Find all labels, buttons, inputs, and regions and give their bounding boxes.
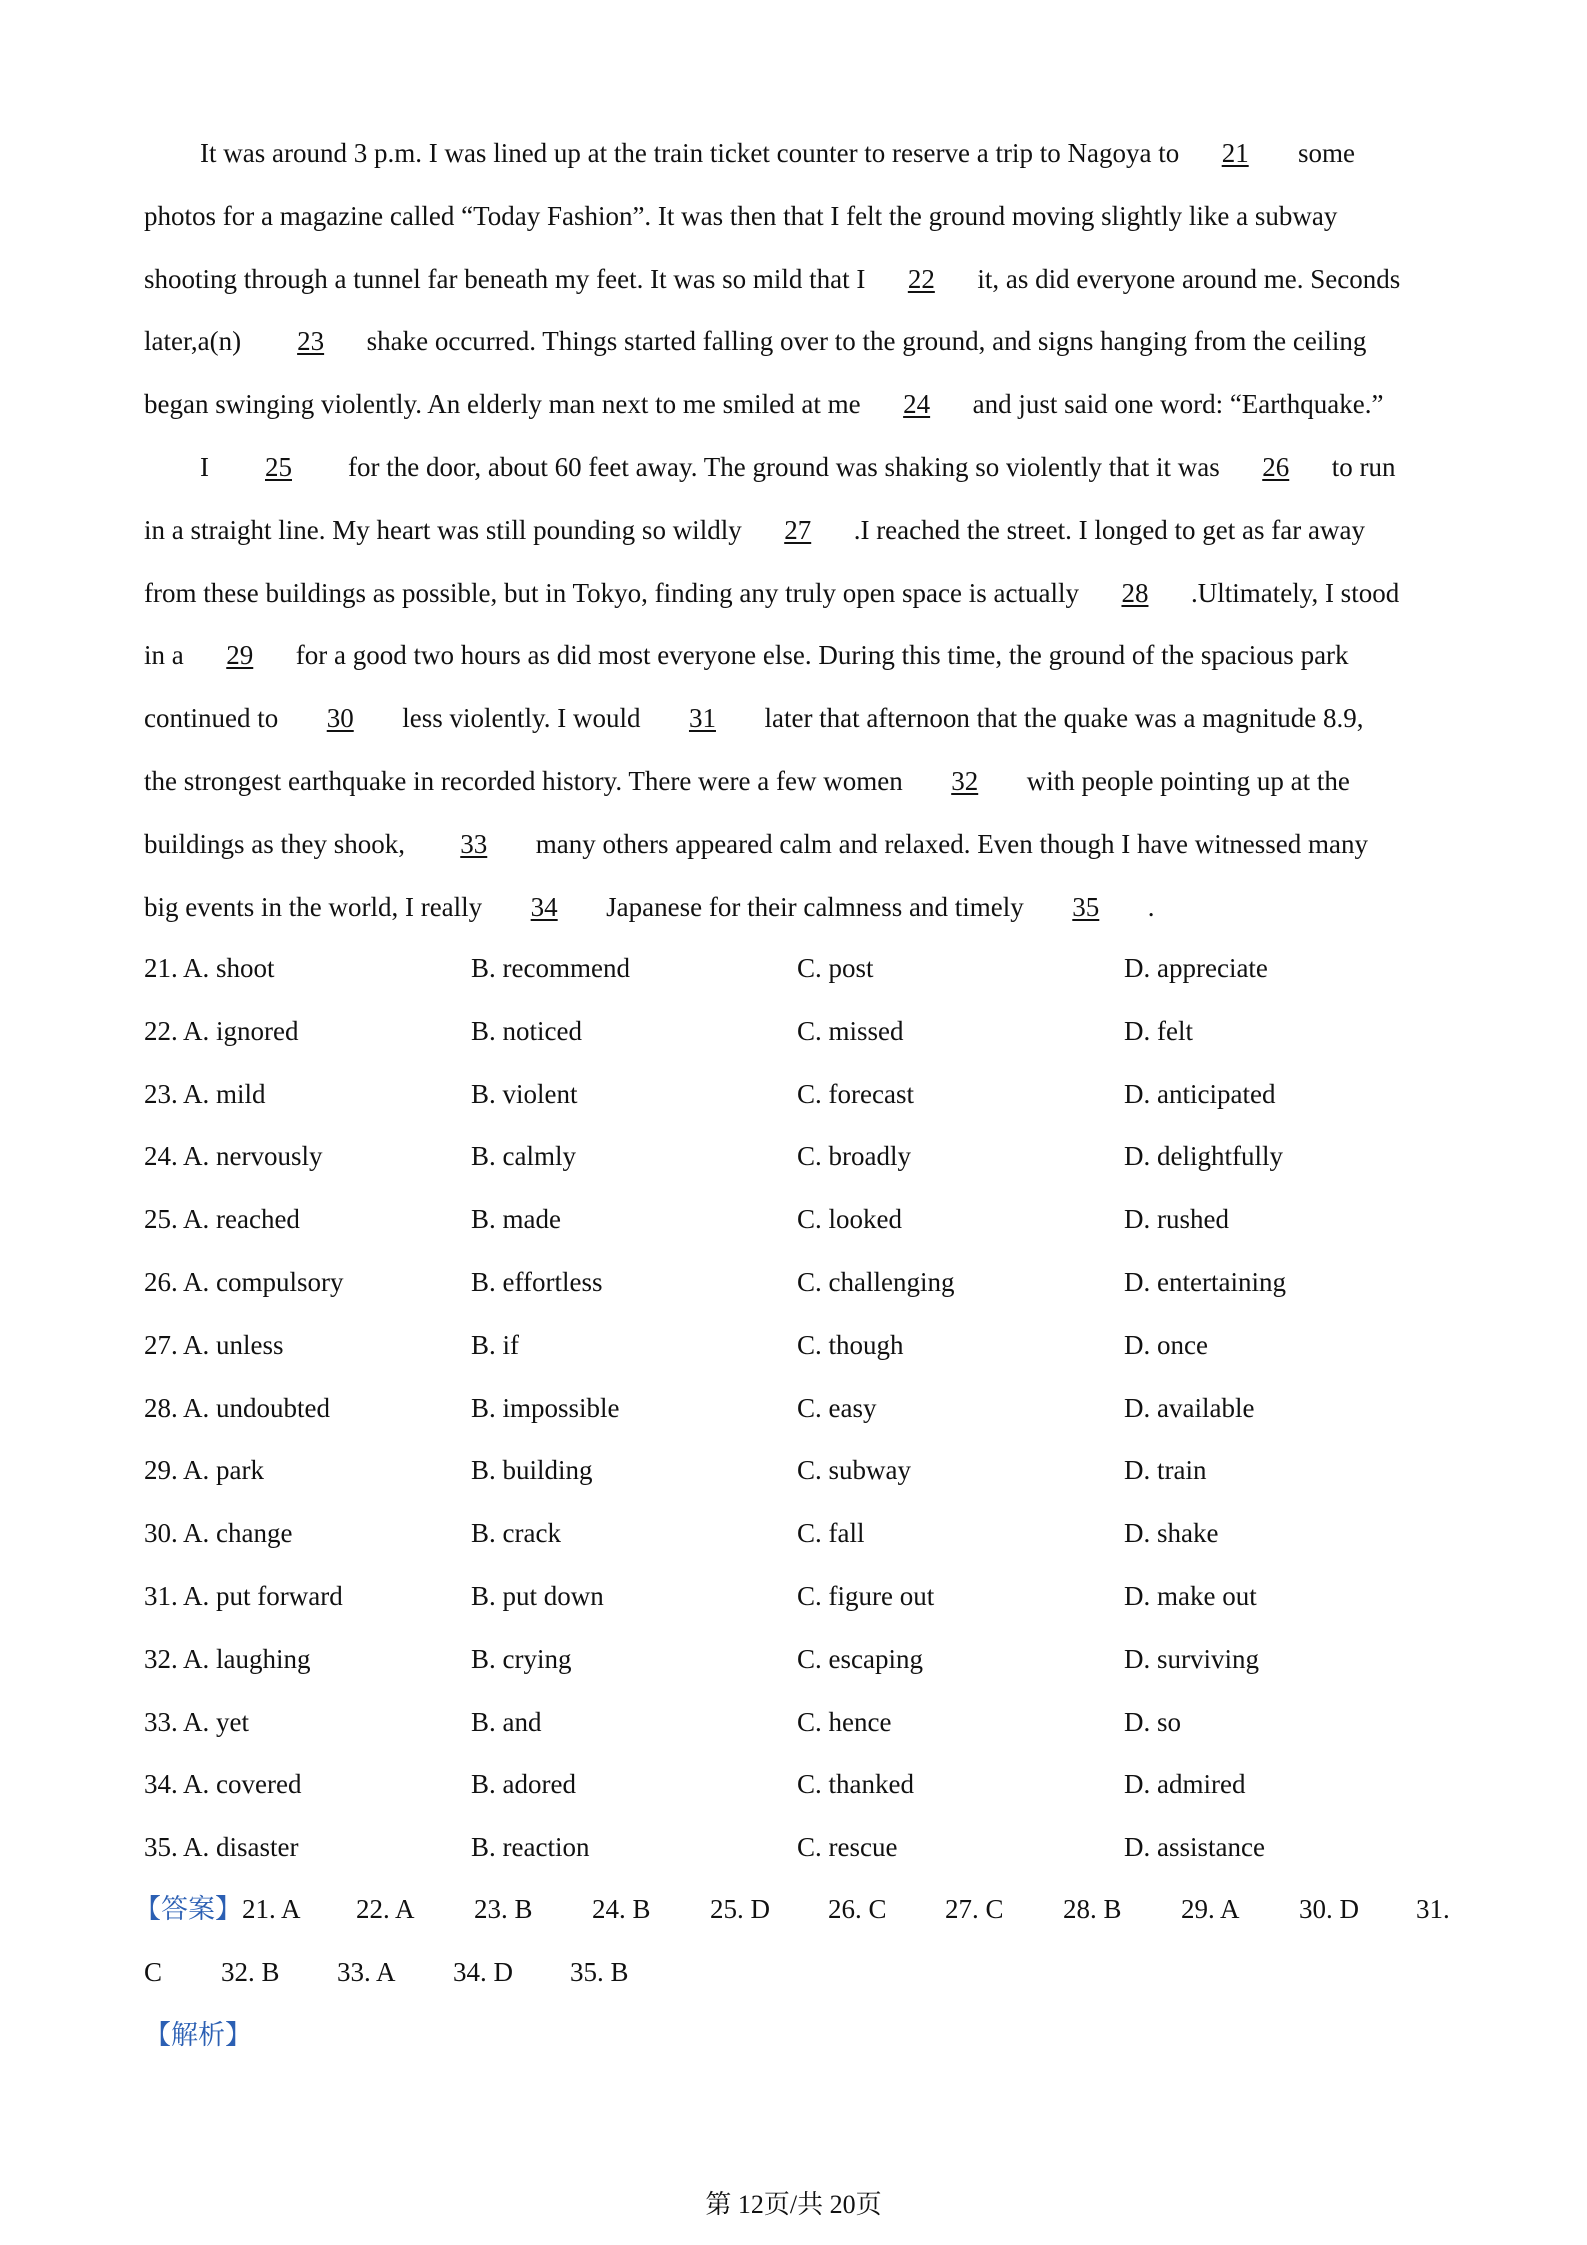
option-row (144, 1565, 1454, 1628)
passage-text: began swinging violently. An elderly man next to me smiled at me (144, 389, 861, 420)
option-choice: D. admired (1124, 1769, 1246, 1800)
option-choice: 29. A. park (144, 1455, 264, 1486)
option-choice: C. escaping (797, 1643, 923, 1674)
passage-text: .Ultimately, I stood (1190, 577, 1400, 608)
option-choice: 31. A. put forward (144, 1580, 343, 1611)
option-choice: B. crack (471, 1518, 561, 1549)
answer-item: 29. A (1181, 1894, 1240, 1924)
answer-item: 24. B (592, 1894, 651, 1924)
option-choice: D. train (1124, 1455, 1207, 1486)
analysis-heading: 【解析】 (144, 2020, 252, 2050)
answer-section (134, 1878, 1454, 2004)
passage-text: buildings as they shook, (144, 828, 412, 859)
passage-text: and just said one word: “Earthquake.” (972, 389, 1384, 420)
passage-text: shake occurred. Things started falling over to the ground, and signs hanging from the ceiling (366, 326, 1367, 357)
option-choice: D. available (1124, 1392, 1255, 1423)
option-row (144, 1691, 1454, 1754)
option-choice: 24. A. nervously (144, 1141, 323, 1172)
answer-line (144, 1941, 1454, 2004)
passage-line (144, 122, 1454, 185)
cloze-passage (144, 122, 1454, 938)
option-choice: C. post (797, 953, 874, 983)
option-choice: D. assistance (1124, 1832, 1265, 1863)
option-choice: B. calmly (471, 1141, 576, 1172)
option-choice: D. make out (1124, 1580, 1257, 1611)
passage-text: It was around 3 p.m. I was lined up at the train ticket counter to reserve a trip to Nagoya to (200, 138, 1180, 168)
option-choice: B. put down (471, 1580, 604, 1611)
option-choice: 33. A. yet (144, 1706, 249, 1737)
option-row (144, 1063, 1454, 1126)
passage-text: with people pointing up at the (1026, 765, 1350, 796)
answer-item: 34. D (453, 1956, 513, 1987)
option-choice: C. hence (797, 1706, 892, 1737)
passage-text: it, as did everyone around me. Seconds (977, 263, 1401, 294)
answer-item: 31. (1416, 1894, 1450, 1924)
option-choice: 35. A. disaster (144, 1832, 299, 1863)
passage-text: the strongest earthquake in recorded history. There were a few women (144, 765, 903, 796)
blank-33: 33 (460, 828, 488, 859)
option-choice: B. if (471, 1329, 520, 1360)
answer-line (134, 1878, 1454, 1941)
option-row (144, 1188, 1454, 1251)
option-choice: D. anticipated (1124, 1078, 1276, 1109)
option-choice: D. rushed (1124, 1204, 1229, 1235)
passage-line (144, 624, 1454, 687)
passage-text: from these buildings as possible, but in Tokyo, finding any truly open space is actually (144, 577, 1079, 608)
blank-22: 22 (907, 263, 935, 294)
passage-text: in a (144, 640, 184, 671)
blank-21: 21 (1221, 138, 1249, 168)
answer-item: 30. D (1299, 1894, 1359, 1924)
option-choice: B. crying (471, 1643, 572, 1674)
answer-options (144, 937, 1454, 1879)
passage-text: Japanese for their calmness and timely (606, 891, 1024, 922)
answer-item: 26. C (828, 1894, 887, 1924)
blank-31: 31 (688, 703, 716, 734)
option-choice: C. missed (797, 1015, 904, 1046)
blank-26: 26 (1262, 451, 1290, 482)
option-choice: 30. A. change (144, 1518, 293, 1549)
passage-text: some (1291, 138, 1355, 168)
blank-29: 29 (226, 640, 254, 671)
answer-item: 28. B (1063, 1894, 1122, 1924)
passage-text: photos for a magazine called “Today Fashion”. It was then that I felt the ground moving slightly like a subway (144, 200, 1338, 231)
option-choice: D. so (1124, 1706, 1182, 1737)
blank-24: 24 (903, 389, 931, 420)
answer-item: 27. C (945, 1894, 1004, 1924)
option-choice: C. thanked (797, 1769, 914, 1800)
option-choice: C. figure out (797, 1580, 935, 1611)
passage-line (144, 310, 1454, 373)
answer-tag: 【答案】 (134, 1894, 242, 1924)
passage-line (144, 499, 1454, 562)
passage-text: .I reached the street. I longed to get as far away (853, 514, 1365, 545)
answer-item: 32. B (221, 1956, 280, 1987)
option-choice: D. appreciate (1124, 953, 1268, 983)
option-choice: 22. A. ignored (144, 1015, 299, 1046)
option-choice: C. subway (797, 1455, 911, 1486)
option-row (144, 1439, 1454, 1502)
option-choice: D. once (1124, 1329, 1208, 1360)
passage-line (144, 248, 1454, 311)
option-row (144, 1000, 1454, 1063)
option-choice: B. impossible (471, 1392, 620, 1423)
passage-line (144, 813, 1454, 876)
passage-text: in a straight line. My heart was still pounding so wildly (144, 514, 742, 545)
blank-23: 23 (297, 326, 325, 357)
option-row (144, 1628, 1454, 1691)
option-choice: B. and (471, 1706, 542, 1737)
blank-35: 35 (1072, 891, 1100, 922)
passage-text: later that afternoon that the quake was a magnitude 8.9, (764, 703, 1364, 734)
answer-item: 35. B (570, 1956, 629, 1987)
blank-27: 27 (784, 514, 812, 545)
option-choice: B. adored (471, 1769, 576, 1800)
passage-text: many others appeared calm and relaxed. Even though I have witnessed many (535, 828, 1368, 859)
option-choice: B. noticed (471, 1015, 582, 1046)
passage-line (144, 436, 1454, 499)
option-row (144, 1125, 1454, 1188)
passage-text: for the door, about 60 feet away. The ground was shaking so violently that it was (334, 451, 1220, 482)
answer-item: 21. A (242, 1894, 301, 1924)
option-choice: B. effortless (471, 1266, 603, 1297)
blank-34: 34 (530, 891, 558, 922)
option-choice: C. forecast (797, 1078, 914, 1109)
answer-item: 25. D (710, 1894, 770, 1924)
option-choice: D. felt (1124, 1015, 1193, 1046)
option-choice: 34. A. covered (144, 1769, 302, 1800)
answer-item: 33. A (337, 1956, 396, 1987)
answer-item: 22. A (356, 1894, 415, 1924)
passage-text: shooting through a tunnel far beneath my feet. It was so mild that I (144, 263, 866, 294)
option-choice: D. delightfully (1124, 1141, 1283, 1172)
blank-28: 28 (1121, 577, 1149, 608)
passage-line (144, 687, 1454, 750)
option-choice: C. broadly (797, 1141, 911, 1172)
passage-text: I (200, 451, 223, 482)
option-choice: B. building (471, 1455, 593, 1486)
answer-item: C (144, 1956, 163, 1987)
passage-line (144, 373, 1454, 436)
option-choice: D. surviving (1124, 1643, 1259, 1674)
option-choice: 25. A. reached (144, 1204, 300, 1235)
option-choice: B. violent (471, 1078, 578, 1109)
passage-text: for a good two hours as did most everyone else. During this time, the ground of the spacious park (295, 640, 1349, 671)
option-choice: 23. A. mild (144, 1078, 266, 1109)
option-choice: B. made (471, 1204, 561, 1235)
option-choice: B. reaction (471, 1832, 590, 1863)
option-choice: C. fall (797, 1518, 865, 1549)
passage-line (144, 562, 1454, 625)
passage-text: . (1147, 891, 1155, 922)
blank-32: 32 (951, 765, 979, 796)
passage-line (144, 876, 1454, 939)
option-choice: D. entertaining (1124, 1266, 1286, 1297)
passage-text: less violently. I would (402, 703, 641, 734)
passage-text: later,a(n) (144, 326, 255, 357)
option-choice: 27. A. unless (144, 1329, 284, 1360)
passage-text: big events in the world, I really (144, 891, 483, 922)
option-choice: C. looked (797, 1204, 902, 1235)
answer-item: 23. B (474, 1894, 533, 1924)
option-choice: C. challenging (797, 1266, 955, 1297)
option-row (144, 1251, 1454, 1314)
option-row (144, 937, 1454, 1000)
option-choice: C. though (797, 1329, 904, 1360)
passage-text: to run (1331, 451, 1396, 482)
option-row (144, 1502, 1454, 1565)
option-row (144, 1816, 1454, 1879)
option-row (144, 1753, 1454, 1816)
option-choice: D. shake (1124, 1518, 1219, 1549)
page-footer: 第 12页/共 20页 (705, 2190, 882, 2219)
option-row (144, 1314, 1454, 1377)
option-row (144, 1377, 1454, 1440)
passage-line (144, 185, 1454, 248)
option-choice: 26. A. compulsory (144, 1266, 344, 1297)
option-choice: 21. A. shoot (144, 953, 275, 983)
option-choice: 32. A. laughing (144, 1643, 311, 1674)
option-choice: C. rescue (797, 1832, 898, 1863)
option-choice: C. easy (797, 1392, 877, 1423)
passage-line (144, 750, 1454, 813)
blank-30: 30 (326, 703, 354, 734)
option-choice: B. recommend (471, 953, 630, 983)
option-choice: 28. A. undoubted (144, 1392, 330, 1423)
passage-text: continued to (144, 703, 279, 734)
blank-25: 25 (265, 451, 292, 482)
